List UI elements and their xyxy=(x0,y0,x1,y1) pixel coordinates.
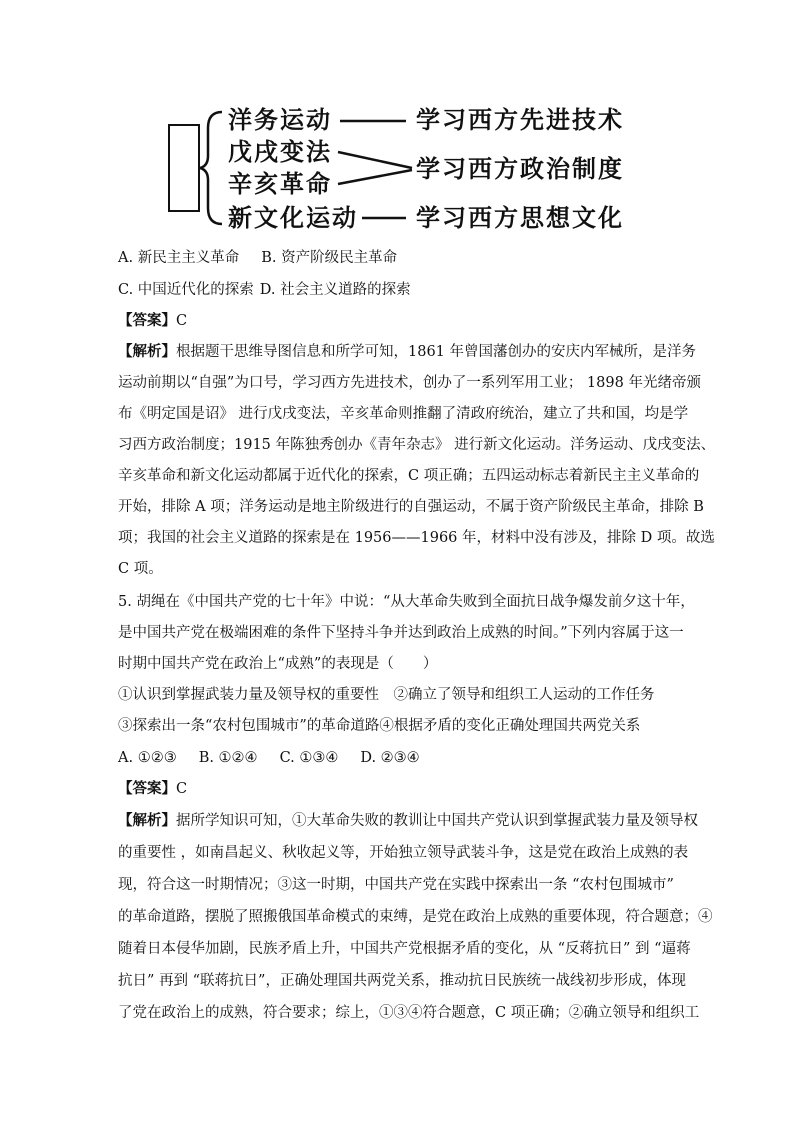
diagram-result-politics: 学习西方政治制度 xyxy=(416,155,624,183)
q4-analysis-label: 【解析】 xyxy=(118,343,176,360)
connector-line-3 xyxy=(338,170,412,184)
q4-answer-value: C xyxy=(176,313,188,329)
q5-analysis-line-1 xyxy=(118,811,698,831)
q4-options-row-2 xyxy=(118,280,411,300)
q4-option-a: A. 新民主主义革命 xyxy=(118,250,240,266)
q5-option-a: A. ①②③ xyxy=(118,750,177,766)
q5-answer-value: C xyxy=(176,781,188,797)
q5-answer-label: 【答案】 xyxy=(118,780,176,797)
q4-analysis-line-2: 运动前期以“自强”为口号，学习西方先进技术，创办了一系列军用工业； 1898 年光绪帝颁 xyxy=(118,375,701,391)
q5-option-d: D. ②③④ xyxy=(360,750,420,766)
diagram-item-wuxu: 戊戌变法 xyxy=(228,138,332,166)
mind-map-diagram xyxy=(160,98,640,236)
q4-analysis-line-3: 布《明定国是诏》 进行戊戌变法，辛亥革命则推翻了清政府统治，建立了共和国，均是学 xyxy=(118,406,689,422)
q4-answer-label: 【答案】 xyxy=(118,312,176,329)
q5-option-b: B. ①②④ xyxy=(198,750,258,766)
q4-analysis-line-7: 项；我国的社会主义道路的探索是在 1956——1966 年，材料中没有涉及，排除 D 项。故选 xyxy=(118,530,715,546)
q4-answer xyxy=(118,311,187,331)
diagram-item-xinhai: 辛亥革命 xyxy=(228,170,332,198)
q4-options-row-1 xyxy=(118,248,397,268)
diagram-item-xinwenhua: 新文化运动 xyxy=(228,204,358,232)
q4-option-b: B. 资产阶级民主革命 xyxy=(261,250,398,266)
q5-analysis-line-5: 随着日本侵华加剧，民族矛盾上升，中国共产党根据矛盾的变化，从 “反蒋抗日” 到 “逼蒋 xyxy=(118,941,691,957)
q5-statement-line-1: ①认识到掌握武装力量及领导权的重要性 ②确立了领导和组织工人运动的工作任务 xyxy=(118,687,655,703)
diagram-result-technology: 学习西方先进技术 xyxy=(416,106,624,134)
q5-analysis-line-2: 的重要性 ，如南昌起义、秋收起义等，开始独立领导武装斗争，这是党在政治上成熟的表 xyxy=(118,845,689,861)
q5-analysis-line-7: 了党在政治上的成熟，符合要求；综上，①③④符合题意，C 项正确；②确立领导和组织工 xyxy=(118,1005,700,1021)
q5-stem-line-2: 是中国共产党在极端困难的条件下坚持斗争并达到政治上成熟的时间。”下列内容属于这一 xyxy=(118,625,684,641)
q5-statement-line-2: ③探索出一条“农村包围城市”的革命道路④根据矛盾的变化正确处理国共两党关系 xyxy=(118,718,641,734)
diagram-item-yangwu: 洋务运动 xyxy=(228,106,332,134)
q5-analysis-label: 【解析】 xyxy=(118,812,176,829)
q4-analysis-line-4: 习西方政治制度；1915 年陈独秀创办《青年杂志》 进行新文化运动。洋务运动、戊戌变法、 xyxy=(118,437,716,453)
q4-option-d: D. 社会主义道路的探索 xyxy=(259,282,411,298)
q5-analysis-line-3: 现，符合这一时期情况；③这一时期，中国共产党在实践中探索出一条 “农村包围城市” xyxy=(118,877,674,893)
q5-stem-line-1: 5. 胡绳在《中国共产党的七十年》中说：“从大革命失败到全面抗日战争爆发前夕这十年， xyxy=(118,594,695,610)
q5-answer xyxy=(118,779,187,799)
q4-analysis-text-1: 根据题干思维导图信息和所学可知，1861 年曾国藩创办的安庆内军械所，是洋务 xyxy=(176,344,697,360)
q4-analysis-line-1 xyxy=(118,342,696,362)
q5-analysis-line-6: 抗日” 再到 “联蒋抗日”，正确处理国共两党关系，推动抗日民族统一战线初步形成，体现 xyxy=(118,973,686,989)
q5-option-c: C. ①③④ xyxy=(279,750,339,766)
q5-options-row xyxy=(118,748,420,768)
diagram-result-culture: 学习西方思想文化 xyxy=(416,204,624,232)
diagram-brace xyxy=(200,112,222,224)
q4-option-c: C. 中国近代化的探索 xyxy=(118,282,254,298)
q4-analysis-line-5: 辛亥革命和新文化运动都属于近代化的探索，C 项正确；五四运动标志着新民主主义革命的 xyxy=(118,468,700,484)
q4-analysis-line-8: C 项。 xyxy=(118,561,163,577)
q4-analysis-line-6: 开始，排除 A 项；洋务运动是地主阶级进行的自强运动，不属于资产阶级民主革命，排除 B xyxy=(118,499,704,515)
q5-analysis-line-4: 的革命道路，摆脱了照搬俄国革命模式的束缚，是党在政治上成熟的重要体现，符合题意；④ xyxy=(118,909,713,925)
connector-line-2 xyxy=(338,152,412,168)
q5-stem-line-3: 时期中国共产党在政治上“成熟”的表现是（ ） xyxy=(118,656,438,672)
q5-analysis-text-1: 据所学知识可知，①大革命失败的教训让中国共产党认识到掌握武装力量及领导权 xyxy=(176,813,698,829)
